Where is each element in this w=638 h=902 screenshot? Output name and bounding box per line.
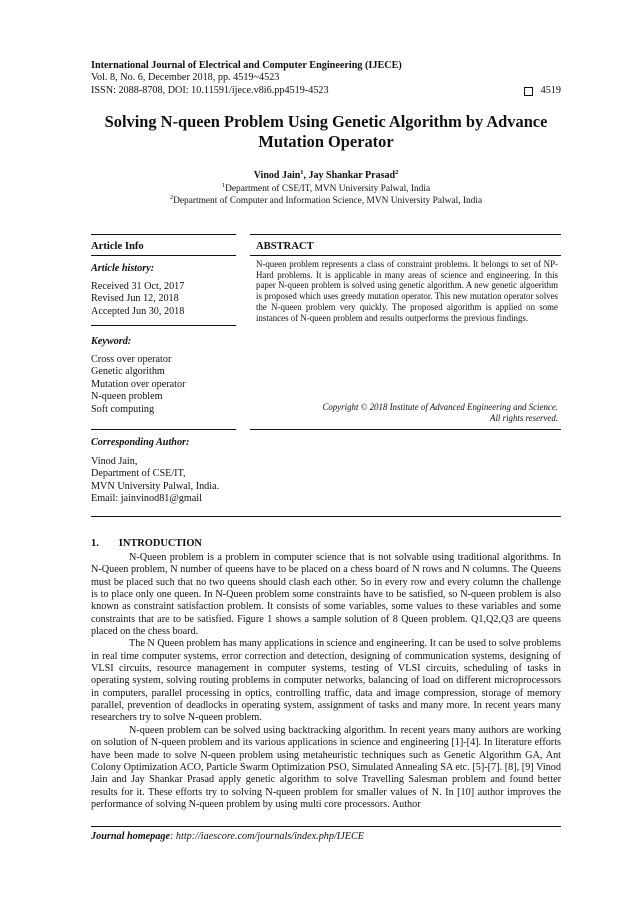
divider — [91, 234, 236, 235]
keyword-item: N-queen problem — [91, 391, 163, 403]
square-bullet-icon — [524, 87, 533, 96]
copyright-line: All rights reserved. — [490, 413, 558, 423]
affiliation-2 — [91, 195, 561, 207]
author-1-sup: 1 — [300, 169, 304, 176]
corresponding-line: MVN University Palwal, India. — [91, 480, 220, 492]
corresponding-author-heading: Corresponding Author: — [91, 437, 190, 448]
homepage-label: Journal homepage — [91, 831, 170, 842]
corresponding-line: Department of CSE/IT, — [91, 468, 186, 480]
author-1: Vinod Jain — [253, 170, 301, 181]
abstract-heading: ABSTRACT — [256, 241, 314, 252]
author-names — [91, 170, 561, 182]
accepted-date: Accepted Jun 30, 2018 — [91, 305, 185, 317]
paragraph: N-queen problem can be solved using backtracking algorithm. In recent years many authors are working on solution of N-queen problem and its various applications in science and engineering [1]-[4]. In literature efforts have been made to solve N-queen problem using metaheuristic techniques such as Genetic Algorithm GA, Ant Colony Optimization ACO, Particle Swarm Optimization PSO, Simulated Annealing SA etc. [5]-[7]. [8], [9] Vinod Jain and Jay Shankar Prasad apply genetic algorithm to solve Travelling Salesman problem and found better results for it. These efforts try to solving N-queen problem for smaller values of N. In [10] author improves the performance of solving N-queen problem by using multi core processors. Author — [91, 724, 561, 810]
title-line-1: Solving N-queen Problem Using Genetic Algorithm by Advance — [104, 112, 548, 131]
footer-divider — [91, 826, 561, 827]
divider — [91, 255, 236, 256]
article-info-heading: Article Info — [91, 241, 144, 252]
keyword-item: Genetic algorithm — [91, 366, 165, 378]
copyright — [256, 402, 558, 424]
paragraph: N-Queen problem is a problem in computer science that is not solvable using traditional algorithms. In N-Queen problem, N number of queens have to be placed on a chess board of N rows and N columns. The Queens must be placed such that no two queens should clash each other. So in every row and every column the challenge is to place only one queen. In N-Queen problem some constraints have to be satisfied, so N-queen problem is also known as constraint satisfaction problem. It consists of some variables, some values to these variables and some constraints that are to be satisfied. Figure 1 shows a sample solution of 8 Queen problem. Q1,Q2,Q3 are queens placed on the chess board. — [91, 552, 561, 638]
author-2: Jay Shankar Prasad — [308, 170, 396, 181]
paragraph: The N Queen problem has many applications in science and engineering. It can be used to solve problems in real time computer systems, error correction and detection, designing of communication systems, designing of VLSI circuits, resource management in computer systems, testing of VLSI circuits, scheduling of tasks in operating system, solving routing problems in computer networks, balancing of load on different microprocessors in computers, parallel processing in optics, controlling traffic, data and image compression, storage of memory parallel, prevention of deadlocks in operating system, assignment of tasks and many more. In recent years many researchers try to solve N-queen problem. — [91, 638, 561, 724]
introduction-body — [91, 552, 561, 811]
keyword-list — [91, 354, 186, 416]
author-block — [91, 170, 561, 207]
running-header — [91, 60, 561, 97]
page-number: 4519 — [540, 84, 561, 96]
section-number: 1. — [91, 538, 99, 549]
revised-date: Revised Jun 12, 2018 — [91, 293, 179, 305]
divider — [250, 255, 561, 256]
article-history — [91, 281, 184, 318]
received-date: Received 31 Oct, 2017 — [91, 281, 185, 292]
divider — [91, 429, 236, 430]
affiliation-1 — [91, 183, 561, 195]
divider — [91, 325, 236, 326]
author-2-sup: 2 — [395, 169, 399, 176]
keyword-item: Mutation over operator — [91, 378, 186, 390]
corresponding-line: Email: jainvinod81@gmail — [91, 493, 202, 505]
author-separator: , — [303, 170, 309, 181]
homepage-url[interactable]: : http://iaescore.com/journals/index.php/IJECE — [169, 831, 364, 842]
keyword-item: Cross over operator — [91, 354, 172, 365]
divider — [250, 234, 561, 235]
volume-info: Vol. 8, No. 6, December 2018, pp. 4519~4523 — [91, 72, 280, 84]
divider — [250, 429, 561, 430]
corresponding-line: Vinod Jain, — [91, 456, 138, 467]
affil-1-text: Department of CSE/IT, MVN University Palwal, India — [225, 184, 431, 194]
affil-1-sup: 1 — [221, 182, 226, 189]
article-history-heading: Article history: — [91, 263, 155, 274]
divider — [91, 516, 561, 517]
copyright-line: Copyright © 2018 Institute of Advanced Engineering and Science. — [322, 402, 558, 412]
issn-doi: ISSN: 2088-8708, DOI: 10.11591/ijece.v8i6.pp4519-4523 — [91, 84, 329, 96]
corresponding-author — [91, 456, 219, 506]
abstract-text: N-queen problem represents a class of constraint problems. It belongs to set of NP-Hard problems. It is applicable in many areas of science and engineering. In this paper N-queen problem is solved using genetic algorithm. A new genetic algoerithm is proposed which uses greedy mutation operator. This new mutation operator solves the N-queen problem very quickly. The proposed algorithm is applied on some instances of N-queen problem and results outperforms the previous findings. — [256, 259, 558, 323]
affil-2-sup: 2 — [169, 194, 174, 201]
journal-name: International Journal of Electrical and Computer Engineering (IJECE) — [91, 60, 402, 71]
keyword-item: Soft computing — [91, 403, 155, 415]
affil-2-text: Department of Computer and Information Science, MVN University Palwal, India — [173, 196, 483, 206]
title-line-2: Mutation Operator — [258, 132, 394, 151]
section-title: INTRODUCTION — [118, 538, 202, 549]
paper-title — [60, 112, 592, 152]
section-heading — [91, 538, 202, 549]
journal-homepage — [91, 831, 364, 842]
keyword-heading: Keyword: — [91, 336, 132, 347]
